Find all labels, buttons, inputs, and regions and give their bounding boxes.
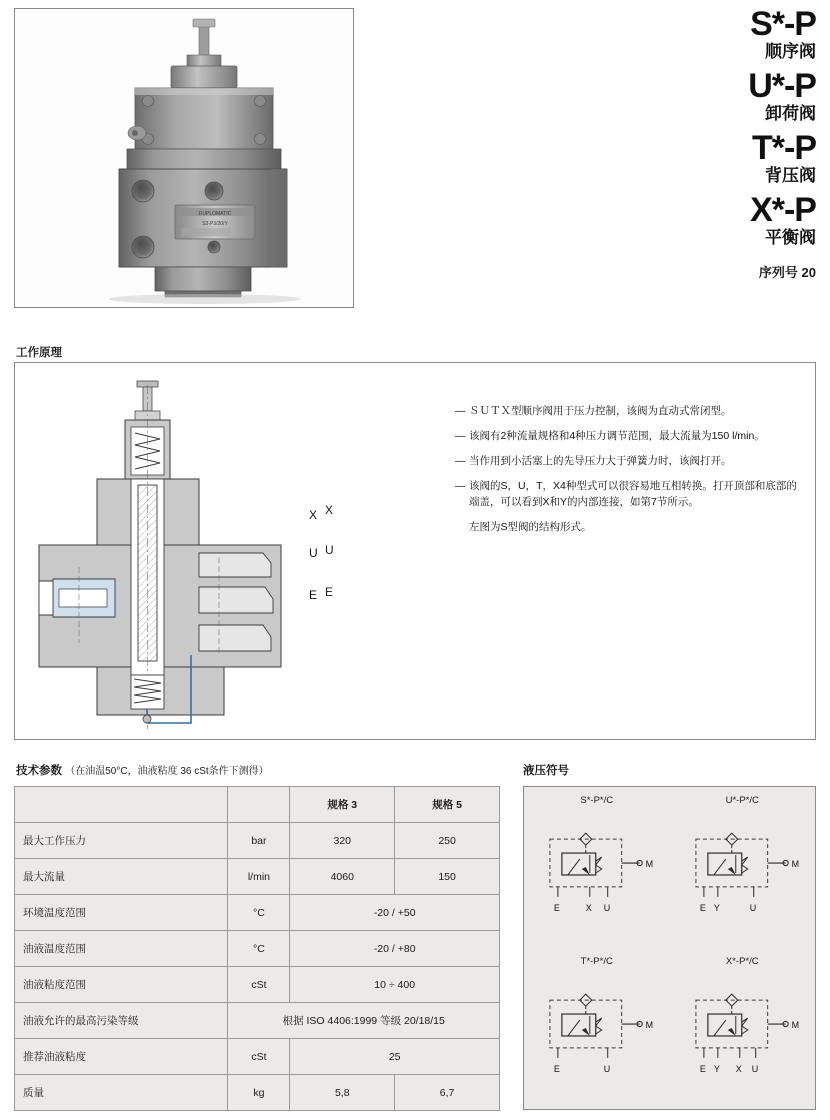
tech-label-note: （在油温50°C，油液粘度 36 cSt条件下测得） — [65, 766, 269, 777]
table-row — [15, 1003, 500, 1039]
valve-code: X*-P — [750, 191, 816, 229]
row-value-both: -20 / +50 — [290, 895, 500, 931]
svg-text:E: E — [553, 1063, 560, 1074]
header-blank-unit — [228, 787, 290, 823]
svg-text:M: M — [645, 859, 654, 870]
row-value-size3: 4060 — [290, 859, 395, 895]
svg-text:E: E — [553, 902, 560, 913]
bullet-text: 该阀的S，U，T，X4种型式可以很容易地互相转换。打开顶部和底部的端盖，可以看到X和Y的内部连接，如第7节所示。 — [469, 480, 797, 508]
bullet-item — [455, 478, 800, 510]
symbol-cell-u — [670, 787, 816, 948]
svg-text:M: M — [791, 859, 799, 870]
principle-panel — [14, 362, 816, 740]
row-value-both: 25 — [290, 1039, 500, 1075]
bullet-item — [455, 453, 800, 469]
row-label: 最大流量 — [15, 859, 228, 895]
title-block — [556, 6, 816, 281]
row-label: 推荐油液粘度 — [15, 1039, 228, 1075]
svg-text:X: X — [735, 1063, 742, 1074]
title-entry-1 — [556, 68, 816, 124]
product-photo-frame — [14, 8, 354, 308]
product-photo — [15, 9, 353, 307]
bullet-item — [455, 428, 800, 444]
svg-text:E: E — [699, 1063, 706, 1074]
row-value-size5: 6,7 — [395, 1075, 500, 1111]
svg-text:U: U — [749, 902, 756, 913]
row-unit: cSt — [228, 967, 290, 1003]
bullet-item — [455, 403, 800, 419]
row-label: 油液允许的最高污染等级 — [15, 1003, 228, 1039]
row-label: 油液粘度范围 — [15, 967, 228, 1003]
svg-text:Y: Y — [713, 902, 720, 913]
valve-name: 卸荷阀 — [765, 104, 816, 123]
svg-text:U: U — [603, 1063, 611, 1074]
cross-section-drawing — [19, 367, 429, 735]
row-label: 最大工作压力 — [15, 823, 228, 859]
table-row — [15, 1039, 500, 1075]
hydraulic-symbols-panel — [523, 786, 816, 1110]
title-entry-2 — [556, 130, 816, 186]
row-value-size5: 250 — [395, 823, 500, 859]
valve-code: U*-P — [748, 67, 816, 105]
svg-text:X: X — [585, 902, 592, 913]
svg-text:E: E — [309, 588, 318, 602]
symbol-caption: S*-P*/C — [580, 795, 614, 806]
symbol-cell-s — [524, 787, 670, 948]
row-unit: kg — [228, 1075, 290, 1111]
serial-number: 序列号 20 — [758, 265, 816, 280]
svg-text:X: X — [309, 508, 318, 522]
table-row — [15, 1075, 500, 1111]
bullet-text: 当作用到小活塞上的先导压力大于弹簧力时，该阀打开。 — [469, 455, 732, 467]
title-entry-3 — [556, 192, 816, 248]
bullet-text: ＳＵＴＸ型顺序阀用于压力控制，该阀为直动式常闭型。 — [469, 405, 732, 417]
row-unit: °C — [228, 931, 290, 967]
symbol-cell-x — [670, 948, 816, 1109]
tech-label-main: 技术参数 — [16, 765, 62, 777]
table-row — [15, 895, 500, 931]
svg-text:Y: Y — [713, 1063, 720, 1074]
header-size-3: 规格 3 — [290, 787, 395, 823]
title-entry-0 — [556, 6, 816, 62]
valve-code: S*-P — [750, 5, 816, 43]
header-blank-name — [15, 787, 228, 823]
svg-text:E: E — [699, 902, 706, 913]
principle-bullets — [455, 403, 800, 539]
svg-text:U: U — [603, 902, 611, 913]
dash-icon: — — [455, 455, 466, 467]
table-row — [15, 823, 500, 859]
row-label: 环境温度范围 — [15, 895, 228, 931]
dash-icon: — — [455, 480, 466, 492]
row-unit: cSt — [228, 1039, 290, 1075]
row-unit: bar — [228, 823, 290, 859]
table-row — [15, 931, 500, 967]
symbol-caption: U*-P*/C — [725, 795, 759, 806]
row-value-both: 10 ÷ 400 — [290, 967, 500, 1003]
svg-text:DUPLOMATIC: DUPLOMATIC — [198, 211, 232, 217]
row-label: 质量 — [15, 1075, 228, 1111]
section-title-tech — [16, 762, 269, 778]
header-size-5: 规格 5 — [395, 787, 500, 823]
valve-code: T*-P — [752, 129, 816, 167]
dash-icon: — — [455, 405, 466, 417]
dash-icon: — — [455, 430, 466, 442]
valve-name: 顺序阀 — [765, 42, 816, 61]
table-row — [15, 967, 500, 1003]
port-label-u: U — [325, 543, 334, 557]
svg-text:M: M — [791, 1020, 799, 1031]
symbol-caption: X*-P*/C — [725, 956, 759, 967]
row-value-all: 根据 ISO 4406:1999 等级 20/18/15 — [228, 1003, 500, 1039]
valve-name: 平衡阀 — [765, 228, 816, 247]
row-value-size3: 5,8 — [290, 1075, 395, 1111]
row-unit: °C — [228, 895, 290, 931]
table-header-row — [15, 787, 500, 823]
port-label-e: E — [325, 585, 334, 599]
row-label: 油液温度范围 — [15, 931, 228, 967]
port-label-x: X — [325, 503, 334, 517]
row-value-size5: 150 — [395, 859, 500, 895]
svg-text:M: M — [645, 1020, 654, 1031]
svg-text:U: U — [751, 1063, 758, 1074]
technical-data-table — [14, 786, 500, 1111]
table-row — [15, 859, 500, 895]
section-title-symbols: 液压符号 — [523, 765, 569, 777]
row-value-size3: 320 — [290, 823, 395, 859]
row-unit: l/min — [228, 859, 290, 895]
valve-name: 背压阀 — [765, 166, 816, 185]
row-value-both: -20 / +80 — [290, 931, 500, 967]
section-title-principle: 工作原理 — [16, 347, 62, 359]
svg-text:U: U — [309, 546, 318, 560]
principle-closing-note: 左图为S型阀的结构形式。 — [469, 521, 592, 533]
symbol-caption: T*-P*/C — [580, 956, 613, 967]
bullet-text: 该阀有2种流量规格和4种压力调节范围，最大流量为150 l/min。 — [469, 430, 765, 442]
symbol-cell-t — [524, 948, 670, 1109]
svg-text:S3-P3/20/Y: S3-P3/20/Y — [202, 221, 228, 227]
